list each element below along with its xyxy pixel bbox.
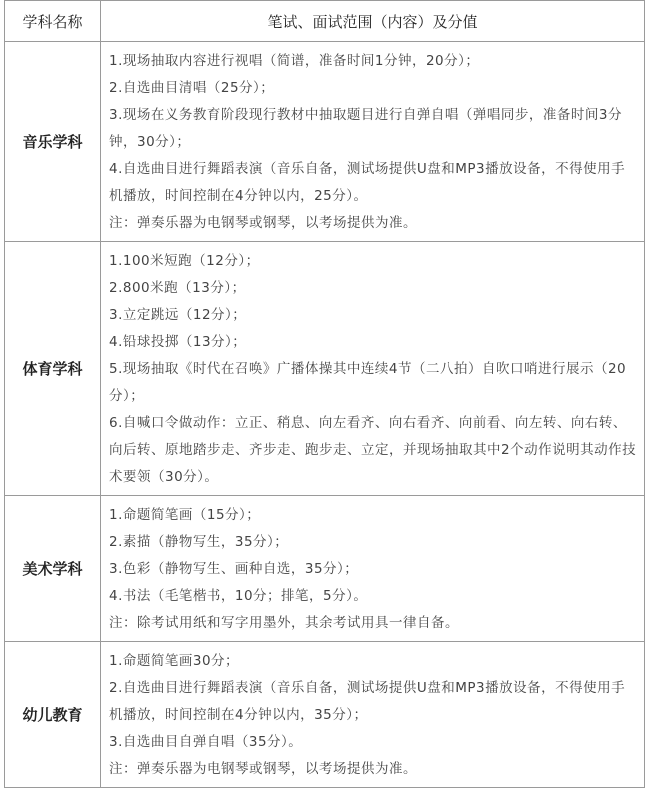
list-item: 6.自喊口令做动作：立正、稍息、向左看齐、向右看齐、向前看、向左转、向右转、向后转、原地踏步走、齐步走、跑步走、立定，并现场抽取其中2个动作说明其动作技术要领（30分）。 [109, 415, 637, 485]
list-item: 1.100米短跑（12分）； [109, 253, 260, 269]
table-row-music [5, 42, 645, 242]
header-subject: 学科名称 [5, 1, 101, 42]
header-row [5, 1, 645, 42]
table-row-pe [5, 242, 645, 496]
list-item: 4.铅球投掷（13分）； [109, 334, 247, 350]
note: 注：除考试用纸和写字用墨外，其余考试用具一律自备。 [109, 615, 459, 631]
list-item: 2.自选曲目进行舞蹈表演（音乐自备，测试场提供U盘和MP3播放设备，不得使用手机播放，时间控制在4分钟以内，35分）； [109, 680, 626, 723]
content-cell [101, 42, 645, 242]
subject-cell: 体育学科 [5, 242, 101, 496]
subject-cell: 音乐学科 [5, 42, 101, 242]
subject-cell: 幼儿教育 [5, 642, 101, 788]
list-item: 1.现场抽取内容进行视唱（简谱，准备时间1分钟，20分）； [109, 53, 480, 69]
list-item: 3.色彩（静物写生、画种自选，35分）； [109, 561, 359, 577]
list-item: 3.自选曲目自弹自唱（35分）。 [109, 734, 303, 750]
content-cell [101, 642, 645, 788]
list-item: 4.书法（毛笔楷书，10分；排笔，5分）。 [109, 588, 368, 604]
list-item: 2.素描（静物写生，35分）； [109, 534, 289, 550]
list-item: 2.800米跑（13分）； [109, 280, 246, 296]
note: 注：弹奏乐器为电钢琴或钢琴，以考场提供为准。 [109, 215, 417, 231]
subject-cell: 美术学科 [5, 496, 101, 642]
list-item: 1.命题简笔画30分； [109, 653, 240, 669]
note: 注：弹奏乐器为电钢琴或钢琴，以考场提供为准。 [109, 761, 417, 777]
table-row-art [5, 496, 645, 642]
header-content: 笔试、面试范围（内容）及分值 [101, 1, 645, 42]
list-item: 3.现场在义务教育阶段现行教材中抽取题目进行自弹自唱（弹唱同步，准备时间3分钟，30分）； [109, 107, 622, 150]
exam-scope-table [4, 0, 645, 788]
table-row-preschool [5, 642, 645, 788]
list-item: 2.自选曲目清唱（25分）； [109, 80, 275, 96]
list-item: 3.立定跳远（12分）； [109, 307, 247, 323]
content-cell [101, 242, 645, 496]
list-item: 1.命题简笔画（15分）； [109, 507, 261, 523]
list-item: 4.自选曲目进行舞蹈表演（音乐自备，测试场提供U盘和MP3播放设备，不得使用手机播放，时间控制在4分钟以内，25分）。 [109, 161, 626, 204]
list-item: 5.现场抽取《时代在召唤》广播体操其中连续4节（二八拍）自吹口哨进行展示（20分）； [109, 361, 627, 404]
content-cell [101, 496, 645, 642]
